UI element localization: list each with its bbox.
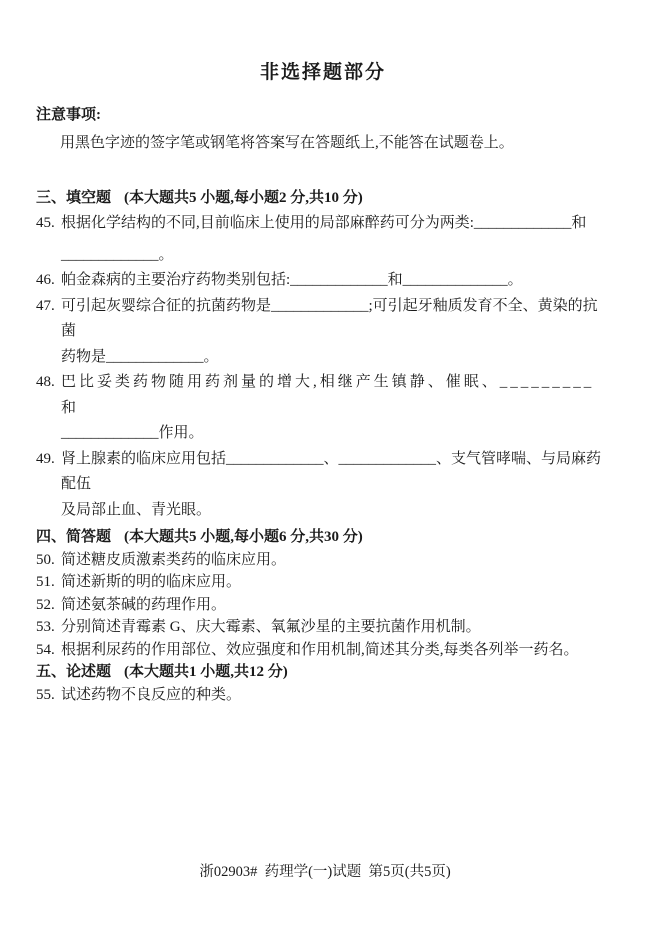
question-line: 巴比妥类药物随用药剂量的增大,相继产生镇静、催眠、_________ 和 — [61, 374, 595, 416]
question-line: 根据化学结构的不同,目前临床上使用的局部麻醉药可分为两类:_____________和 — [61, 215, 587, 231]
section-heading-label: 四、简答题 — [36, 529, 112, 545]
page-title: 非选择题部分 — [259, 62, 386, 83]
page-footer: 浙02903# 药理学(一)试题 第5页(共5页) — [199, 864, 451, 880]
question-55 — [36, 684, 610, 707]
section-essay — [36, 661, 610, 706]
question-number: 46. — [36, 272, 55, 288]
section-heading-note: (本大题共5 小题,每小题2 分,共10 分) — [124, 190, 363, 206]
question-body — [61, 571, 610, 594]
question-line: 可引起灰婴综合征的抗菌药物是_____________;可引起牙釉质发育不全、黄染的抗菌 — [61, 297, 598, 339]
question-53 — [36, 616, 610, 639]
question-line: 根据利尿药的作用部位、效应强度和作用机制,简述其分类,每类各列举一药名。 — [61, 641, 579, 658]
question-46 — [36, 268, 610, 294]
question-49 — [36, 447, 610, 524]
notice-label: 注意事项: — [36, 107, 101, 123]
question-number: 47. — [36, 297, 55, 314]
question-line: 简述氨茶碱的药理作用。 — [61, 596, 227, 613]
question-line: 分别简述青霉素 G、庆大霉素、氧氟沙星的主要抗菌作用机制。 — [61, 619, 481, 635]
question-number: 55. — [36, 686, 55, 703]
question-number: 54. — [36, 641, 55, 658]
section-heading — [36, 526, 610, 549]
section-fill-in-blanks — [36, 185, 610, 523]
question-51 — [36, 571, 610, 594]
question-line: _____________。 — [61, 246, 174, 263]
question-body — [61, 549, 610, 572]
question-line: 试述药物不良反应的种类。 — [61, 686, 242, 703]
question-line: 肾上腺素的临床应用包括_____________、_____________、支气管哮喘、与局麻药配伍 — [61, 450, 602, 492]
question-body — [61, 211, 610, 268]
question-body — [61, 268, 610, 294]
question-45 — [36, 211, 610, 268]
question-48 — [36, 370, 610, 447]
section-heading-note: (本大题共1 小题,共12 分) — [124, 664, 288, 680]
question-number: 50. — [36, 551, 55, 568]
question-body — [61, 294, 610, 371]
section-heading — [36, 661, 610, 684]
question-body — [61, 616, 610, 639]
question-number: 49. — [36, 450, 55, 467]
question-number: 45. — [36, 215, 55, 231]
notice-text: 用黑色字迹的签字笔或钢笔将答案写在答题纸上,不能答在试题卷上。 — [60, 135, 514, 151]
question-line: 简述新斯的明的临床应用。 — [61, 574, 242, 590]
section-short-answer — [36, 526, 610, 661]
question-line: 简述糖皮质激素类药的临床应用。 — [61, 551, 287, 568]
question-line: 药物是_____________。 — [61, 348, 219, 365]
question-body — [61, 594, 610, 617]
question-50 — [36, 549, 610, 572]
section-heading-note: (本大题共5 小题,每小题6 分,共30 分) — [124, 529, 363, 545]
question-52 — [36, 594, 610, 617]
question-number: 53. — [36, 619, 55, 635]
question-number: 52. — [36, 596, 55, 613]
question-54 — [36, 639, 610, 662]
question-body — [61, 684, 610, 707]
section-heading-label: 五、论述题 — [36, 664, 112, 680]
question-line: _____________作用。 — [61, 425, 204, 441]
section-heading-label: 三、填空题 — [36, 190, 112, 206]
question-line: 帕金森病的主要治疗药物类别包括:_____________和______________。 — [61, 272, 523, 288]
question-number: 48. — [36, 374, 55, 390]
question-body — [61, 639, 610, 662]
section-heading — [36, 185, 610, 211]
question-number: 51. — [36, 574, 55, 590]
question-body — [61, 370, 610, 447]
question-line: 及局部止血、青光眼。 — [61, 501, 212, 518]
question-47 — [36, 294, 610, 371]
question-body — [61, 447, 610, 524]
